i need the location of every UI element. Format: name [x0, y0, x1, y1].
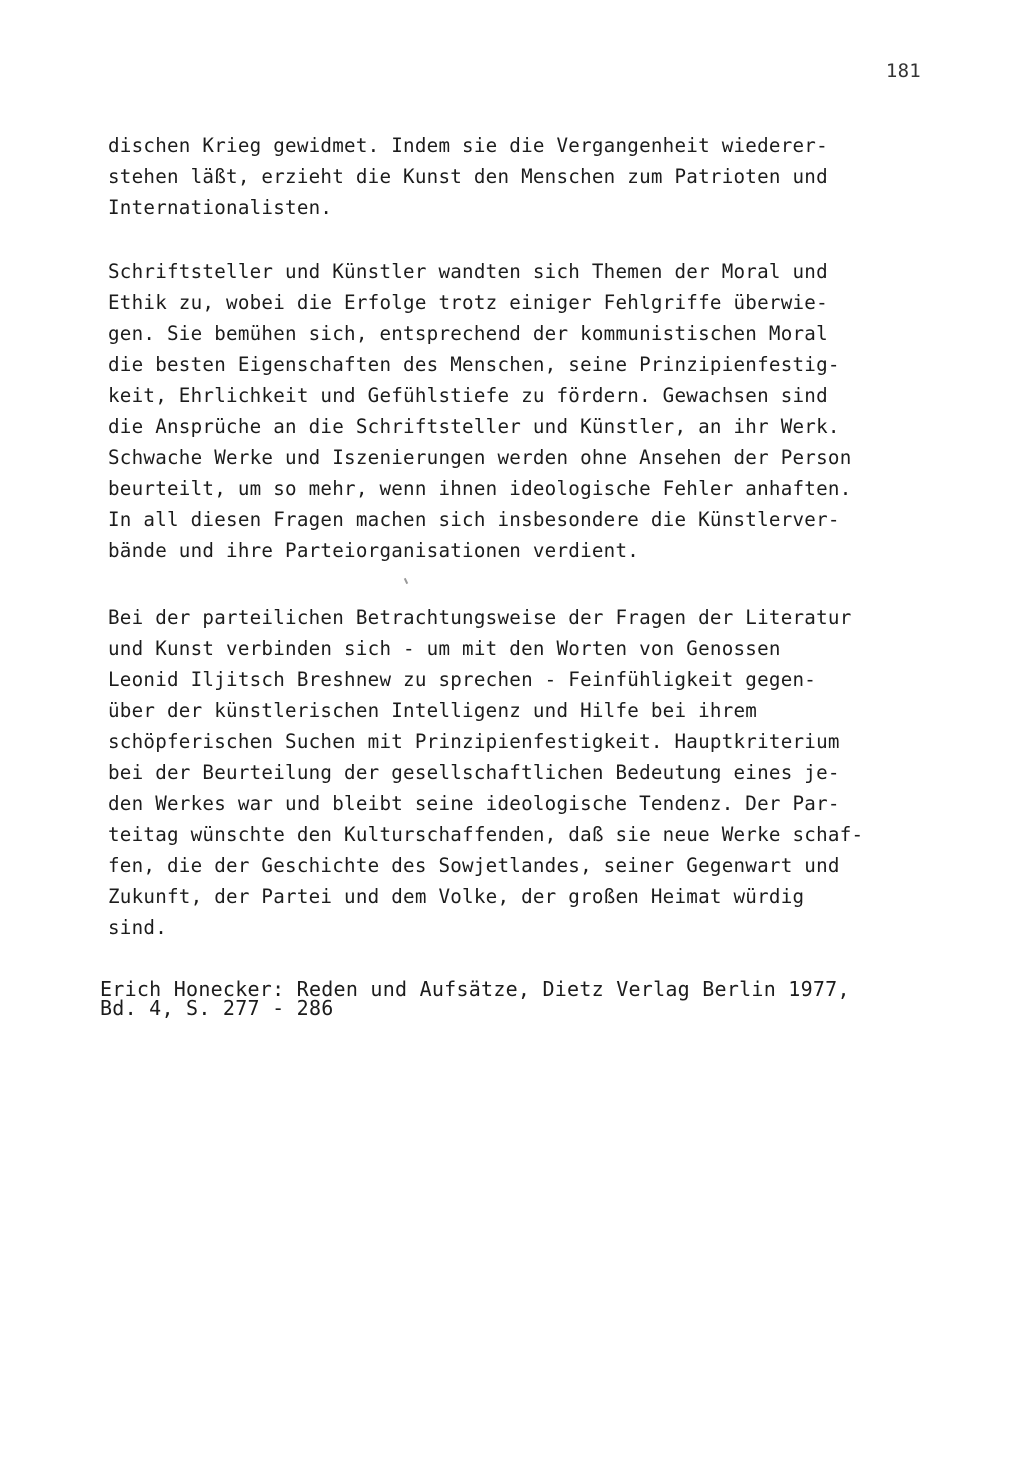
text-line: sind.: [108, 916, 168, 939]
text-line: dischen Krieg gewidmet. Indem sie die Vergangenheit wiederer-: [108, 134, 828, 157]
text-line: und Kunst verbinden sich - um mit den Worten von Genossen: [108, 637, 781, 660]
text-line: den Werkes war und bleibt seine ideologische Tendenz. Der Par-: [108, 792, 840, 815]
citation-line: Bd. 4, S. 277 - 286: [100, 996, 334, 1020]
text-line: bei der Beurteilung der gesellschaftlichen Bedeutung eines je-: [108, 761, 840, 784]
text-line: gen. Sie bemühen sich, entsprechend der kommunistischen Moral: [108, 322, 828, 345]
paragraph-3: [108, 602, 928, 943]
text-line: Zukunft, der Partei und dem Volke, der großen Heimat würdig: [108, 885, 805, 908]
text-line: über der künstlerischen Intelligenz und Hilfe bei ihrem: [108, 699, 758, 722]
text-line: Ethik zu, wobei die Erfolge trotz einiger Fehlgriffe überwie-: [108, 291, 828, 314]
text-line: Schriftsteller und Künstler wandten sich Themen der Moral und: [108, 260, 828, 283]
citation: [100, 977, 940, 1020]
text-line: die Ansprüche an die Schriftsteller und Künstler, an ihr Werk.: [108, 415, 840, 438]
paragraph-1: [108, 130, 928, 223]
text-line: teitag wünschte den Kulturschaffenden, daß sie neue Werke schaf-: [108, 823, 864, 846]
text-line: schöpferischen Suchen mit Prinzipienfestigkeit. Hauptkriterium: [108, 730, 840, 753]
page-number: 181: [885, 60, 921, 82]
text-line: bände und ihre Parteiorganisationen verdient.: [108, 539, 640, 562]
text-line: fen, die der Geschichte des Sowjetlandes, seiner Gegenwart und: [108, 854, 840, 877]
citation-line: Erich Honecker: Reden und Aufsätze, Dietz Verlag Berlin 1977,: [100, 977, 850, 1001]
text-line: Leonid Iljitsch Breshnew zu sprechen - Feinfühligkeit gegen-: [108, 668, 817, 691]
text-line: keit, Ehrlichkeit und Gefühlstiefe zu fördern. Gewachsen sind: [108, 384, 828, 407]
text-line: Schwache Werke und Iszenierungen werden ohne Ansehen der Person: [108, 446, 852, 469]
scan-speck: [404, 578, 408, 584]
text-line: In all diesen Fragen machen sich insbesondere die Künstlerver-: [108, 508, 840, 531]
text-line: Internationalisten.: [108, 196, 333, 219]
text-line: stehen läßt, erzieht die Kunst den Menschen zum Patrioten und: [108, 165, 828, 188]
text-line: die besten Eigenschaften des Menschen, seine Prinzipienfestig-: [108, 353, 840, 376]
text-line: Bei der parteilichen Betrachtungsweise der Fragen der Literatur: [108, 606, 852, 629]
text-line: beurteilt, um so mehr, wenn ihnen ideologische Fehler anhaften.: [108, 477, 852, 500]
paragraph-2: [108, 256, 928, 566]
